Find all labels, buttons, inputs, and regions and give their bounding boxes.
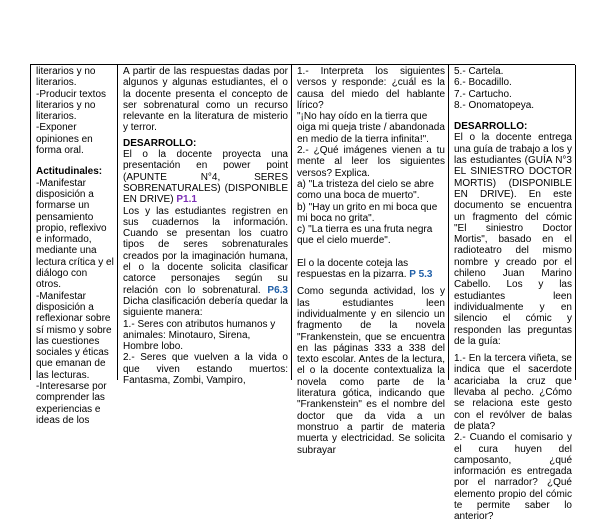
objective-line: -Exponer opiniones en forma oral.	[36, 122, 93, 157]
list-item: 8.- Onomatopeya.	[454, 99, 535, 111]
column-activities-2	[292, 65, 449, 456]
quoted-verse: "¡No hay oído en la tierra que oiga mi queja triste / abandonada en medio de la tierra infinita!".	[297, 111, 445, 145]
column-objectives	[31, 65, 118, 426]
verse-option: a) "La tristeza del cielo se abre como una boca de muerto".	[297, 178, 434, 202]
classification-item: 1.- Seres con atributos humanos y animales: Minotauro, Sirena, Hombre lobo.	[123, 318, 276, 353]
column-activities-3	[449, 65, 576, 523]
tag-p6-3: P6.3	[267, 284, 288, 296]
tag-p5-3: P 5.3	[409, 269, 433, 281]
question-item: 2.- ¿Qué imágenes vienen a tu mente al leer los siguientes versos? Explica.	[297, 145, 445, 179]
question-item: 1.- Interpreta los siguientes versos y responde: ¿cuál es la causa del miedo del hablante lírico?	[297, 66, 445, 111]
guide-question: 1.- En la tercera viñeta, se indica que el sacerdote acariciaba la cruz que llevaba al pecho. ¿Cómo se relaciona este gesto con el revólver de balas de plata?	[454, 353, 572, 432]
list-item: 6.- Bocadillo.	[454, 77, 512, 89]
desarrollo-paragraph-2: Los y las estudiantes registren en sus cuadernos la información. Cuando se presentan los cuatro tipos de seres sobrenaturales creados por la imaginación humana, el o la docente solicita clasificar catorce personajes según su relación con lo sobrenatural. P6.3 Dicha clasificación debería quedar la siguiente manera:	[123, 205, 288, 319]
classification-item: 2.- Seres que vuelven a la vida o que viven estando muertos: Fantasma, Zombi, Vampiro,	[123, 352, 288, 387]
verse-option: c) "La tierra es una fruta negra que el cielo muerde".	[297, 224, 433, 247]
column-activities-1	[118, 65, 292, 387]
intro-paragraph: A partir de las respuestas dadas por algunos y algunas estudiantes, el o la docente presenta el concepto de ser sobrenatural como un recurso relevante en la literatura de misterio y terror.	[123, 66, 288, 134]
objective-line: -Producir textos literarios y no literarios.	[36, 88, 107, 123]
desarrollo-paragraph: El o la docente entrega una guía de trabajo a los y las estudiantes (GUÍA N°3 EL SINIESTRO DOCTOR MORTIS) (DISPONIBLE EN DRIVE). En este documento se encuentra un fragmento del cómic "El siniestro Doctor Mortis", basado en el radioteatro del mismo nombre y creado por el chileno Juan Marino Cabello. Los y las estudiantes leen individualmente y en silencio el cómic y responden las preguntas de la guía:	[454, 132, 572, 347]
objective-line: literarios y no literarios.	[36, 66, 96, 89]
tag-p1-1: P1.1	[176, 194, 197, 206]
guide-question: 2.- Cuando el comisario y el cura huyen del camposanto, ¿qué información es entregada por el narrador? ¿Qué elemento propio del cómic te permite saber lo anterior?	[454, 432, 572, 523]
verse-option: b) "Hay un grito en mi boca que mi boca no grita".	[297, 201, 438, 224]
desarrollo-heading: DESARROLLO:	[454, 121, 528, 133]
desarrollo-paragraph: El o la docente proyecta una presentación en power point (APUNTE N°4, SERES SOBRENATURALES) (DISPONIBLE EN DRIVE) P1.1	[123, 149, 288, 206]
actitudinal-item: -Interesarse por comprender las experiencias e ideas de los	[36, 381, 107, 426]
segunda-actividad-paragraph: Como segunda actividad, los y las estudiantes leen individualmente y en silencio un fragmento de la novela "Frankenstein, que se encuentra en las páginas 333 a 338 del texto escolar. Antes de la lectura, el o la docente contextualiza la novela como parte de la literatura gótica, indicando que "Frankenstein" es el nombre del doctor que da vida a un monstruo a partir de materia muerta y electricidad. Se solicita subrayar	[297, 286, 445, 456]
actitudinales-heading: Actitudinales:	[36, 166, 103, 178]
actitudinal-item: -Manifestar disposición a reflexionar sobre sí mismo y sobre las cuestiones sociales y éticas que emanan de las lecturas.	[36, 290, 112, 381]
list-item: 5.- Cartela.	[454, 66, 504, 77]
desarrollo-heading: DESARROLLO:	[123, 137, 197, 149]
actitudinal-item: -Manifestar disposición a formarse un pensamiento propio, reflexivo e informado, mediante una lectura crítica y el diálogo con otros.	[36, 177, 114, 291]
coteja-paragraph: El o la docente coteja las respuestas en la pizarra. P 5.3	[297, 257, 433, 281]
list-item: 7.- Cartucho.	[454, 88, 512, 100]
lesson-plan-table	[30, 64, 575, 523]
